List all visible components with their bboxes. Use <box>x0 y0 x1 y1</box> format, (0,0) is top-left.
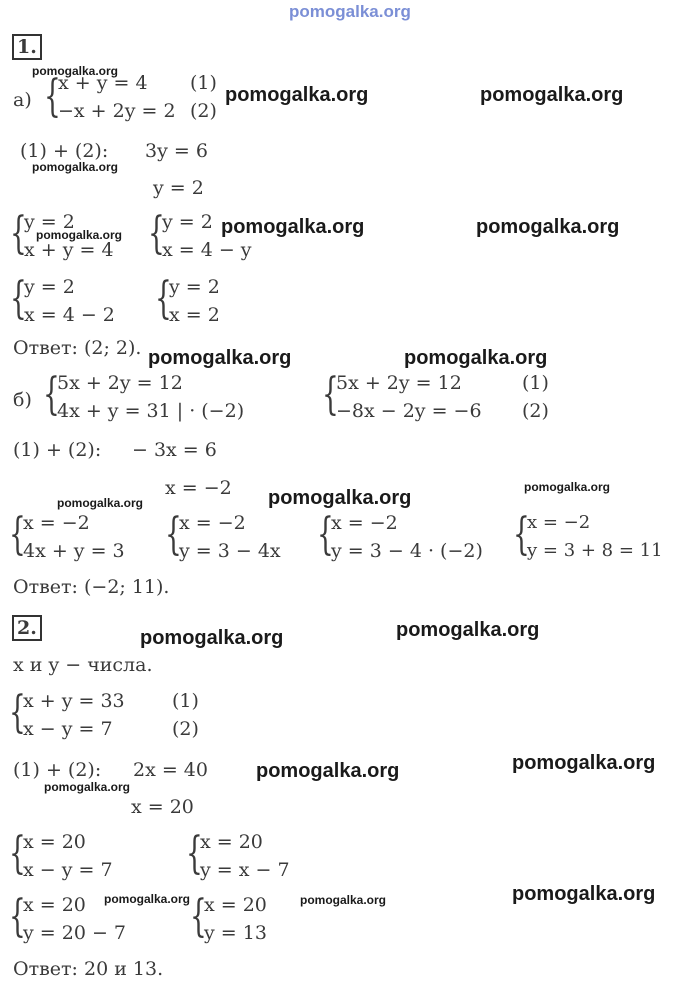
system-2-2 <box>23 831 113 881</box>
sum-label: (1) + (2): <box>13 759 102 781</box>
system-b-4 <box>331 512 483 562</box>
watermark: pomogalka.org <box>480 84 624 106</box>
equation: x = 4 − y <box>162 239 252 261</box>
watermark: pomogalka.org <box>396 619 540 641</box>
brace: { <box>155 273 172 324</box>
watermark: pomogalka.org <box>256 760 400 782</box>
answer-a: Ответ: (2; 2). <box>13 337 142 359</box>
equation: y = 2 <box>24 276 75 298</box>
top-watermark: pomogalka.org <box>289 2 411 21</box>
equation: x + y = 4 <box>58 72 148 94</box>
equation: x = 20 <box>200 831 263 853</box>
equation: y = 13 <box>204 922 267 944</box>
equation: y = 3 + 8 = 11 <box>527 540 663 561</box>
watermark: pomogalka.org <box>268 487 412 509</box>
system-b <box>57 372 244 422</box>
brace: { <box>186 828 203 879</box>
system-2-3 <box>200 831 290 881</box>
equation: y = x − 7 <box>200 859 290 881</box>
equation: x = 4 − 2 <box>24 304 115 326</box>
equation: 4x + y = 31 | · (−2) <box>57 400 245 422</box>
watermark-small: pomogalka.org <box>104 892 191 906</box>
watermark: pomogalka.org <box>225 84 369 106</box>
system-b-right <box>336 372 482 422</box>
brace: { <box>10 273 27 324</box>
system-2-tags <box>172 690 199 740</box>
equation: y = 20 − 7 <box>23 922 126 944</box>
sum-label: (1) + (2): <box>20 140 109 162</box>
brace: { <box>513 509 530 560</box>
equation-tag: (1) <box>172 690 199 712</box>
equation-tag: (2) <box>172 718 199 740</box>
equation-tag: (2) <box>522 400 549 422</box>
system-b-tags <box>522 372 549 422</box>
answer-2: Ответ: 20 и 13. <box>13 958 164 980</box>
equation: x = −2 <box>23 512 90 534</box>
watermark-small: pomogalka.org <box>524 480 611 494</box>
task-number-2: 2. <box>12 615 42 641</box>
equation: −8x − 2y = −6 <box>336 400 482 422</box>
equation-tag: (2) <box>190 100 217 122</box>
equation: y = 2 <box>169 276 220 298</box>
system-a-4 <box>24 276 115 326</box>
equation: 5x + 2y = 12 <box>57 372 183 394</box>
equation: y = 2 <box>24 211 75 233</box>
watermark: pomogalka.org <box>476 216 620 238</box>
watermark: pomogalka.org <box>140 627 284 649</box>
part-a-label: а) <box>13 89 32 111</box>
brace: { <box>43 369 60 420</box>
brace: { <box>322 369 339 420</box>
equation: x = 20 <box>204 894 267 916</box>
watermark: pomogalka.org <box>221 216 365 238</box>
brace: { <box>148 208 165 259</box>
equation: x = 20 <box>23 831 86 853</box>
system-2-5 <box>204 894 267 944</box>
brace: { <box>9 891 26 942</box>
equation: x = −2 <box>527 512 591 533</box>
system-2 <box>23 690 125 740</box>
watermark-small: pomogalka.org <box>36 228 123 242</box>
x-result: x = −2 <box>165 477 232 499</box>
watermark: pomogalka.org <box>148 347 292 369</box>
system-b-5 <box>527 512 663 562</box>
sum-label: (1) + (2): <box>13 439 102 461</box>
watermark-small: pomogalka.org <box>32 160 119 174</box>
watermark: pomogalka.org <box>512 752 656 774</box>
equation: 5x + 2y = 12 <box>336 372 462 394</box>
part-b-label: б) <box>13 389 32 411</box>
system-b-2 <box>23 512 125 562</box>
sum-equation: 2x = 40 <box>133 759 208 781</box>
equation: x + y = 33 <box>23 690 125 712</box>
system-a-5 <box>169 276 220 326</box>
brace: { <box>190 891 207 942</box>
system-b-3 <box>179 512 281 562</box>
equation: x = −2 <box>179 512 246 534</box>
equation-tag: (1) <box>190 72 217 94</box>
equation: x = −2 <box>331 512 398 534</box>
task2-intro: x и y − числа. <box>13 654 153 676</box>
sum-equation: 3y = 6 <box>145 140 208 162</box>
watermark-small: pomogalka.org <box>32 64 119 78</box>
answer-b: Ответ: (−2; 11). <box>13 576 170 598</box>
brace: { <box>9 687 26 738</box>
sum-equation: − 3x = 6 <box>132 439 217 461</box>
brace: { <box>44 71 61 122</box>
x-result: x = 20 <box>131 796 194 818</box>
brace: { <box>165 509 182 560</box>
equation: x − y = 7 <box>23 859 113 881</box>
system-a-tags <box>190 72 217 122</box>
equation: x = 2 <box>169 304 220 326</box>
equation: −x + 2y = 2 <box>58 100 176 122</box>
watermark: pomogalka.org <box>404 347 548 369</box>
brace: { <box>10 208 27 259</box>
watermark: pomogalka.org <box>512 883 656 905</box>
watermark-small: pomogalka.org <box>57 496 144 510</box>
system-a <box>58 72 176 122</box>
brace: { <box>317 509 334 560</box>
equation: x + y = 4 <box>24 239 114 261</box>
brace: { <box>9 828 26 879</box>
equation: y = 3 − 4 · (−2) <box>331 540 483 562</box>
task-number-1: 1. <box>12 34 42 60</box>
equation: y = 2 <box>162 211 213 233</box>
equation: 4x + y = 3 <box>23 540 125 562</box>
watermark-small: pomogalka.org <box>44 780 131 794</box>
brace: { <box>9 509 26 560</box>
equation: x = 20 <box>23 894 86 916</box>
equation: y = 3 − 4x <box>179 540 281 562</box>
y-result: y = 2 <box>153 177 204 199</box>
watermark-small: pomogalka.org <box>300 893 387 907</box>
equation: x − y = 7 <box>23 718 113 740</box>
equation-tag: (1) <box>522 372 549 394</box>
